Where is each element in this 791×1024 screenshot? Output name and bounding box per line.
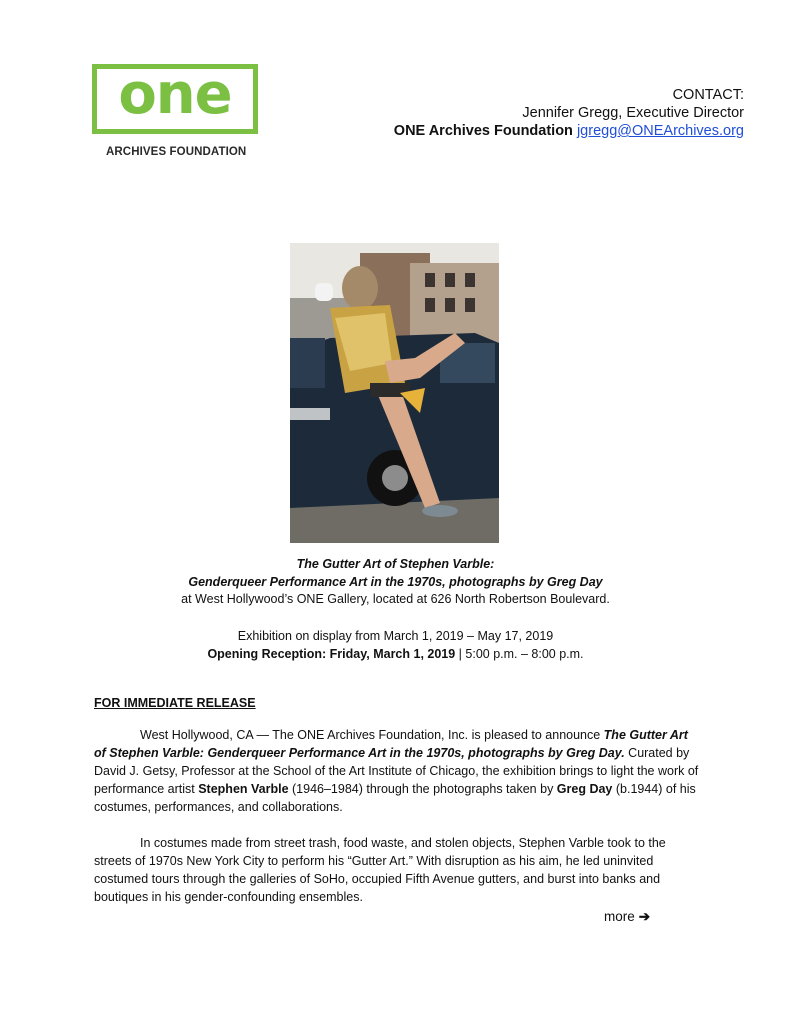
photo-caption — [0, 556, 791, 609]
reception-separator: | — [455, 646, 466, 661]
para1-intro: West Hollywood, CA — The ONE Archives Foundation, Inc. is pleased to announce — [140, 728, 604, 742]
exhibition-dates — [0, 628, 791, 663]
para1-photographer: Greg Day — [556, 782, 613, 796]
reception-label: Opening Reception: Friday, March 1, 2019 — [207, 646, 456, 661]
contact-person: Jennifer Gregg, Executive Director — [522, 105, 744, 121]
logo-wordmark: one — [118, 62, 232, 127]
contact-heading: CONTACT: — [672, 87, 744, 103]
caption-location: at West Hollywood’s ONE Gallery, located at 626 North Robertson Boulevard. — [181, 592, 610, 606]
exhibition-photo — [290, 243, 499, 543]
reception-time: 5:00 p.m. – 8:00 p.m. — [465, 646, 584, 661]
para1-exhibition-title: The Gutter Art of Stephen Varble: Genderqueer Performance Art in the 1970s, photographs by Greg Day. — [94, 728, 688, 760]
one-archives-logo — [92, 64, 266, 158]
more-label: more — [604, 909, 635, 924]
display-dates: Exhibition on display from March 1, 2019 – May 17, 2019 — [237, 629, 554, 643]
body-paragraph-1 — [94, 726, 700, 816]
logo-subtitle: ARCHIVES FOUNDATION — [106, 146, 247, 158]
logo-box — [92, 64, 258, 134]
para1-years: (1946–1984) through the photographs taken by — [288, 782, 557, 796]
more-link[interactable] — [604, 909, 650, 925]
contact-org-line — [394, 122, 744, 140]
para1-curator: Curated by David J. Getsy, Professor at the School of the Art Institute of Chicago, the exhibition brings to light the work of performance artist — [94, 746, 699, 796]
para1-end: (b.1944) of his costumes, performances, and collaborations. — [94, 782, 696, 814]
caption-title-line2: Genderqueer Performance Art in the 1970s, photographs by Greg Day — [188, 574, 603, 589]
contact-org: ONE Archives Foundation — [393, 123, 573, 139]
photo-illustration — [290, 243, 499, 543]
arrow-right-icon: ➔ — [638, 909, 651, 924]
release-heading: FOR IMMEDIATE RELEASE — [94, 696, 256, 710]
contact-email-link[interactable]: jgregg@ONEArchives.org — [576, 123, 744, 139]
caption-title-line1: The Gutter Art of Stephen Varble: — [296, 557, 495, 571]
body-paragraph-2: In costumes made from street trash, food waste, and stolen objects, Stephen Varble took to the streets of 1970s New York City to perform his “Gutter Art.” With disruption as his aim, he led uninvited costumed tours through the galleries of SoHo, occupied Fifth Avenue gutters, and burst into banks and boutiques in his gender-confounding ensembles. — [94, 836, 666, 904]
contact-block — [394, 86, 744, 140]
para1-artist: Stephen Varble — [198, 782, 289, 796]
reception-line — [0, 646, 791, 664]
